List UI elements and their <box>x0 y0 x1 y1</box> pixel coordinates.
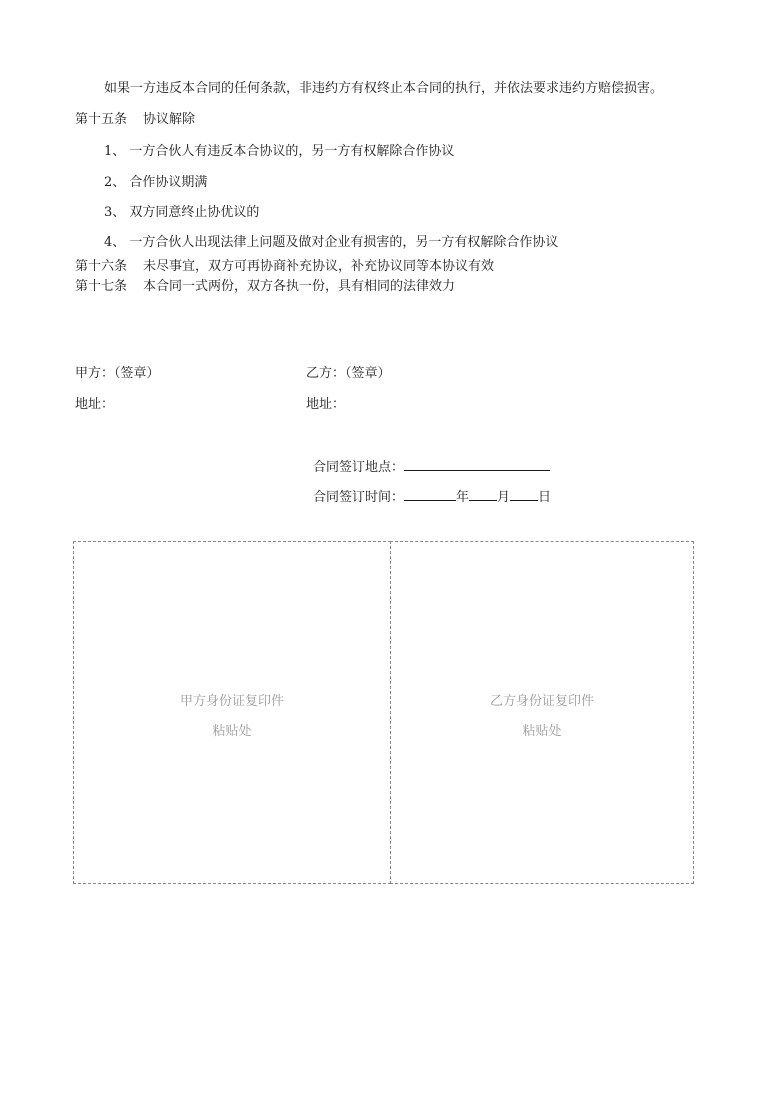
article-15-item-2: 2、 合作协议期满 <box>104 175 208 190</box>
article-16-text: 未尽事宜，双方可再协商补充协议，补充协议同等本协议有效 <box>143 259 495 274</box>
party-b-signature: 乙方：（签章） <box>306 366 391 381</box>
party-b-id-copy-area <box>390 541 694 884</box>
signing-month-label: 月 <box>497 490 511 505</box>
article-17-text: 本合同一式两份，双方各执一份，具有相同的法律效力 <box>143 279 456 294</box>
signing-time <box>313 486 551 507</box>
signing-place <box>313 456 550 477</box>
signing-place-label: 合同签订地点： <box>313 460 405 475</box>
party-b-id-sub: 粘贴处 <box>522 724 562 739</box>
party-a-id-title: 甲方身份证复印件 <box>179 694 284 709</box>
party-a-id-sub: 粘贴处 <box>212 724 252 739</box>
article-15-heading <box>75 111 195 129</box>
party-a-id-copy-area <box>73 541 391 884</box>
article-15-item-4: 4、 一方合伙人出现法律上问题及做对企业有损害的，另一方有权解除合作协议 <box>104 235 559 250</box>
party-b-address: 地址： <box>306 397 346 412</box>
article-15-item-3: 3、 双方同意终止协优议的 <box>104 205 260 220</box>
signing-month-blank[interactable] <box>469 486 497 501</box>
article-17 <box>75 278 455 296</box>
party-b-id-title: 乙方身份证复印件 <box>489 694 594 709</box>
article-17-number: 第十七条 <box>75 279 128 294</box>
article-15-title: 协议解除 <box>143 112 196 127</box>
article-16-number: 第十六条 <box>75 259 128 274</box>
party-a-signature: 甲方：（签章） <box>75 366 160 381</box>
breach-clause: 如果一方违反本合同的任何条款，非违约方有权终止本合同的执行，并依法要求违约方赔偿损害。 <box>104 81 664 96</box>
signing-day-label: 日 <box>538 490 552 505</box>
article-15-number: 第十五条 <box>75 112 128 127</box>
article-15-item-1: 1、 一方合伙人有违反本合协议的，另一方有权解除合作协议 <box>104 144 455 159</box>
party-a-address: 地址： <box>75 397 115 412</box>
signing-day-blank[interactable] <box>510 486 538 501</box>
signing-year-blank[interactable] <box>404 486 456 501</box>
signing-time-label: 合同签订时间： <box>313 490 405 505</box>
signing-place-blank[interactable] <box>404 456 550 471</box>
article-16 <box>75 258 494 276</box>
signing-year-label: 年 <box>456 490 470 505</box>
